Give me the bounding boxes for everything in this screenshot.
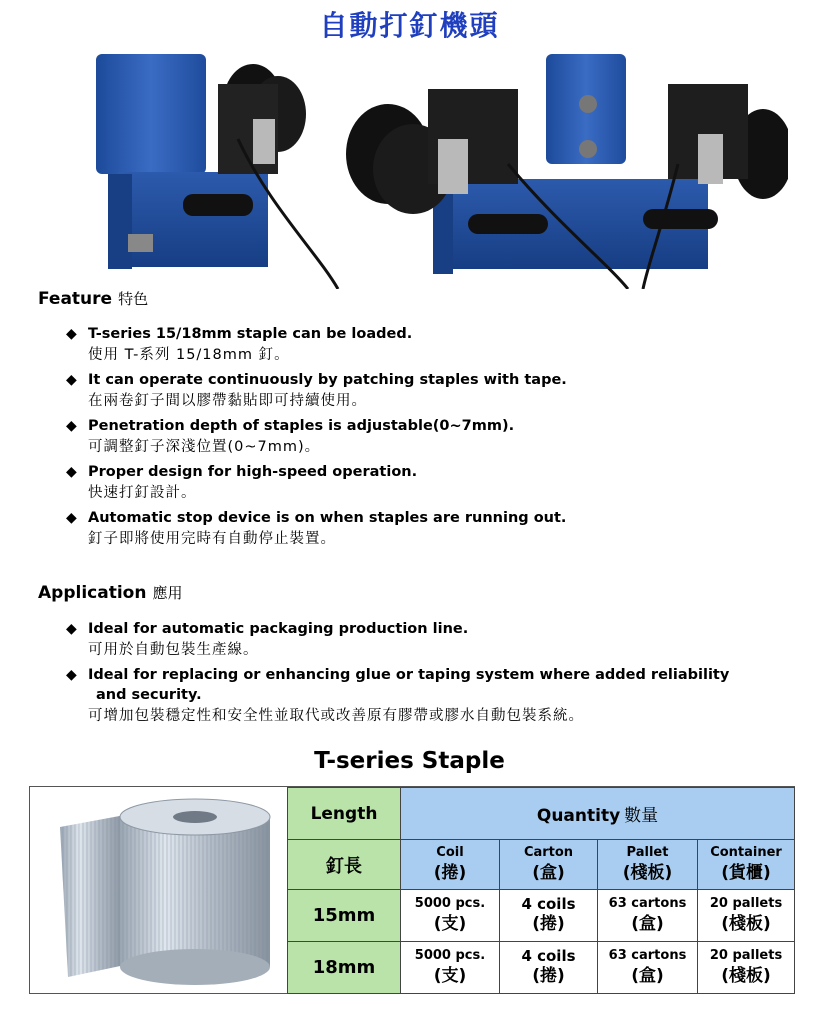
cell-zh: (支) [433,965,467,986]
feature-text-en: Automatic stop device is on when staples are running out. [88,510,567,526]
application-heading-en: Application [38,583,147,603]
diamond-bullet-icon: ◆ [66,510,77,526]
diamond-bullet-icon: ◆ [66,667,77,683]
feature-text-en: T-series 15/18mm staple can be loaded. [88,326,413,342]
feature-text-zh: 快速打釘設計。 [88,485,197,501]
application-text-en: Ideal for automatic packaging production line. [88,621,469,637]
table-row [288,942,795,994]
length-header-en: Length [310,803,378,824]
column-header-en: Container [710,844,782,860]
cell-en: 63 cartons [608,947,687,963]
list-item [66,462,806,504]
feature-heading-en: Feature [38,289,113,309]
product-photos [88,44,788,289]
column-header-en: Coil [436,844,464,860]
column-header-zh: (盒) [532,862,565,883]
length-header-zh: 釘長 [288,840,401,890]
cell-zh: (支) [433,913,467,934]
feature-text-zh: 釘子即將使用完時有自動停止裝置。 [88,531,336,547]
cell-en: 5000 pcs. [414,895,486,911]
column-header-container [698,840,795,890]
staple-section-title: T-series Staple [314,748,505,774]
table-cell [698,890,795,942]
staple-coil-image [30,787,287,993]
single-stapler-head-image [96,54,338,289]
table-cell [500,890,598,942]
cell-zh: (捲) [532,913,565,934]
list-item [66,619,806,661]
table-cell [401,890,500,942]
application-heading-zh: 應用 [152,584,183,602]
column-header-en: Carton [523,844,574,860]
column-header-zh: (捲) [433,862,467,883]
quantity-header [401,788,795,840]
diamond-bullet-icon: ◆ [66,464,77,480]
list-item [66,508,806,550]
cell-en: 4 coils [521,946,576,965]
diamond-bullet-icon: ◆ [66,621,77,637]
diamond-bullet-icon: ◆ [66,418,77,434]
feature-text-zh: 使用 T-系列 15/18mm 釘。 [88,347,290,363]
application-text-en: Ideal for replacing or enhancing glue or taping system where added reliability [88,667,730,683]
cell-en: 5000 pcs. [414,947,486,963]
feature-text-zh: 在兩卷釘子間以膠帶黏貼即可持續使用。 [88,393,367,409]
cell-zh: (棧板) [721,965,771,986]
cell-en: 4 coils [521,894,576,913]
column-header-en: Pallet [626,844,669,860]
staple-spec-table-container [29,786,795,994]
cell-zh: (盒) [631,965,664,986]
list-item [66,370,806,412]
feature-heading-zh: 特色 [118,290,149,308]
feature-text-en: Proper design for high-speed operation. [88,464,418,480]
application-heading [38,582,182,603]
table-cell [698,942,795,994]
list-item [66,416,806,458]
application-text-zh: 可增加包裝穩定性和安全性並取代或改善原有膠帶或膠水自動包裝系統。 [88,708,584,724]
table-cell [401,942,500,994]
cell-zh: (棧板) [721,913,771,934]
cell-en: 63 cartons [608,895,687,911]
feature-heading [38,288,148,309]
feature-text-zh: 可調整釘子深淺位置(0~7mm)。 [88,439,321,455]
feature-list [66,324,806,554]
dual-stapler-head-image [346,54,788,289]
table-cell [598,890,698,942]
feature-text-en: It can operate continuously by patching staples with tape. [88,372,567,388]
list-item [66,665,806,727]
table-cell [500,942,598,994]
column-header-zh: (貨櫃) [721,862,771,883]
table-cell [598,942,698,994]
cell-en: 20 pallets [709,895,783,911]
row-length-18mm: 18mm [288,942,401,994]
row-length-15mm: 15mm [288,890,401,942]
diamond-bullet-icon: ◆ [66,326,77,342]
diamond-bullet-icon: ◆ [66,372,77,388]
quantity-header-en: Quantity [536,806,621,826]
list-item [66,324,806,366]
table-row [288,890,795,942]
column-header-zh: (棧板) [622,862,673,883]
cell-en: 20 pallets [709,947,783,963]
cell-zh: (捲) [532,965,565,986]
application-list [66,619,806,731]
cell-zh: (盒) [631,913,664,934]
length-header [288,788,401,840]
column-header-carton [500,840,598,890]
quantity-header-zh: 數量 [624,806,659,826]
feature-text-en: Penetration depth of staples is adjustable(0~7mm). [88,418,515,434]
application-text-en-continued: and security. [96,687,202,703]
page-title: 自動打釘機頭 [319,9,500,42]
column-header-pallet [598,840,698,890]
column-header-coil [401,840,500,890]
staple-spec-table [287,787,795,994]
application-text-zh: 可用於自動包裝生產線。 [88,642,259,658]
